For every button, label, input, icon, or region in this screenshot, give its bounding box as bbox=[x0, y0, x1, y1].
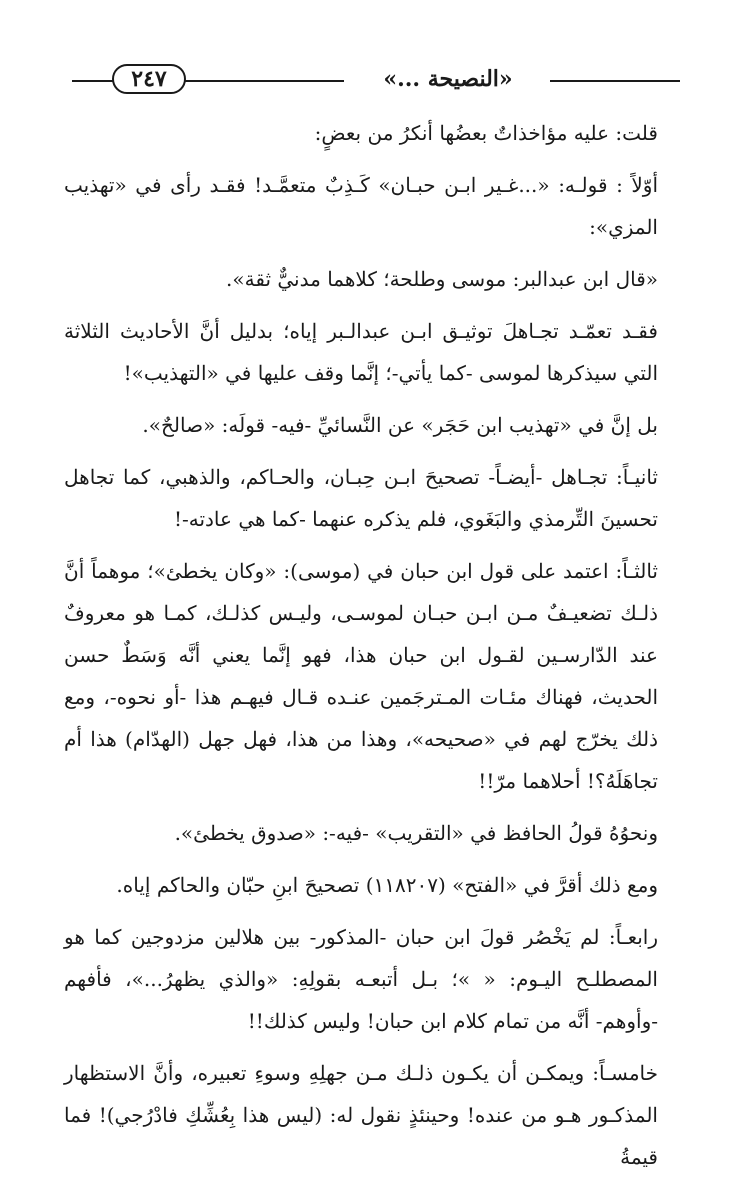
header-rule-right bbox=[550, 80, 680, 82]
paragraph: أوّلاً : قولـه: «...غـير ابـن حبـان» كَـذِبٌ متعمَّـد! فقـد رأى في «تهذيب المزي»: bbox=[64, 173, 658, 239]
header-rule-left bbox=[72, 80, 114, 82]
paragraph: رابعـاً: لم يَخْصُر قولَ ابن حبان -المذكور- بين هلالين مزدوجين كما هو المصطلـح اليـوم: « »؛ بـل أتبعـه بقولِهِ: «والذي يظهرُ...»، فأفهم -وأوهم- أنَّه من تمام كلام ابن حبان! وليس كذلك!! bbox=[64, 925, 658, 1033]
paragraph: فقـد تعمّـد تجـاهلَ توثيـق ابـن عبدالـبر إياه؛ بدليل أنَّ الأحاديث الثلاثة التي سيذكرها لموسى -كما يأتي-؛ إنَّما وقف عليها في «التهذيب»! bbox=[64, 319, 658, 385]
quotation: «قال ابن عبدالبر: موسى وطلحة؛ كلاهما مدنيٌّ ثقة». bbox=[226, 267, 658, 291]
paragraph: قلت: عليه مؤاخذاتٌ بعضُها أنكرُ من بعضٍ: bbox=[314, 121, 658, 145]
running-title: «النصيحة ...» bbox=[383, 66, 513, 92]
paragraph: ومع ذلك أقرَّ في «الفتح» (١١٨٢٠٧) تصحيحَ ابنِ حبّان والحاكم إياه. bbox=[116, 873, 658, 897]
paragraph: ثالثـاً: اعتمد على قول ابن حبان في (موسى): «وكان يخطئ»؛ موهماً أنَّ ذلـك تضعيـفٌ مـن ابـن حبـان لموسـى، وليـس كذلـك، كمـا هو معروفٌ عند الدّارسـين لقـول ابن حبان هذا، فهو إنَّما يعني أنَّه وَسَطٌ حسن الحديث، فهناك مئـات المـترجَمين عنـده قـال فيهـم هذا -أو نحوه-، ومع ذلك يخرّج لهم في «صحيحه»، وهذا من هذا، فهل جهل (الهدّام) هذا أم تجاهَلَهُ؟! أحلاهما مرّ!! bbox=[64, 559, 658, 793]
paragraph: خامسـاً: ويمكـن أن يكـون ذلـك مـن جهلِهِ وسوءِ تعبيره، وأنَّ الاستظهار المذكـور هـو من عنده! وحينئذٍ نقول له: (ليس هذا بِعُشِّكِ فادْرُجي)! فما قيمةُ bbox=[64, 1061, 658, 1169]
page-header bbox=[72, 58, 680, 98]
body-text bbox=[64, 112, 680, 1188]
header-rule-middle bbox=[184, 80, 344, 82]
paragraph: ونحوُهُ قولُ الحافظ في «التقريب» -فيه-: «صدوق يخطئ». bbox=[174, 821, 658, 845]
page-number: ٢٤٧ bbox=[112, 64, 186, 94]
paragraph: ثانيـاً: تجـاهل -أيضـاً- تصحيحَ ابـن حِبـان، والحـاكم، والذهبي، كما تجاهل تحسينَ التِّرمذي والبَغَوي، فلم يذكره عنهما -كما هي عادته-! bbox=[64, 465, 658, 531]
paragraph: بل إنَّ في «تهذيب ابن حَجَر» عن النَّسائيِّ -فيه- قولَه: «صالحٌ». bbox=[142, 413, 658, 437]
